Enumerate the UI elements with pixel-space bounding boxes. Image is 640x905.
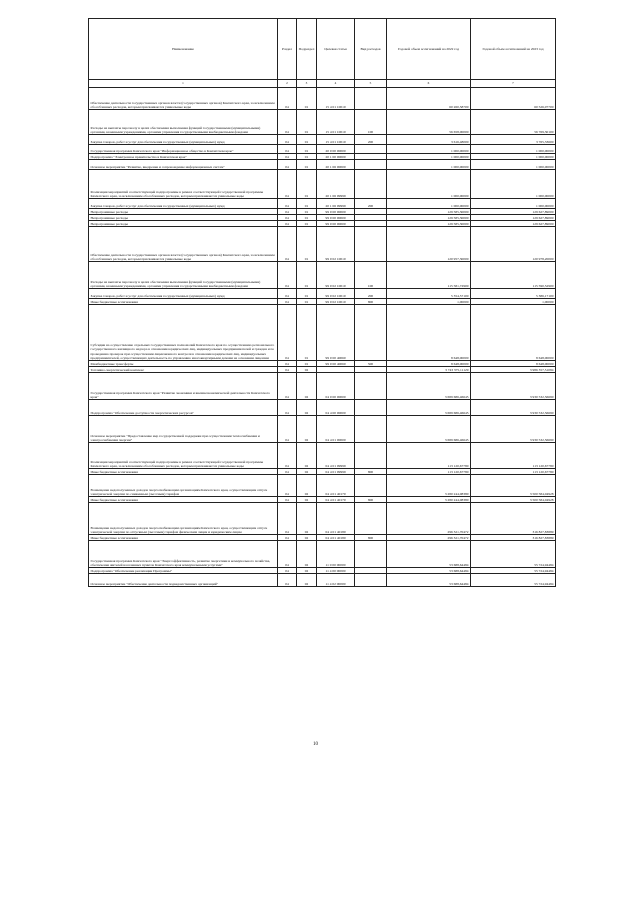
row-allocation-2022: 53 688,64484 — [387, 541, 471, 568]
row-name: Подпрограмма "Обеспечение доступности энергетических ресурсов" — [89, 400, 278, 416]
row-name: Государственная программа Камчатского края "Информационное общество в Камчатском крае" — [89, 145, 278, 154]
row-name: Реализация мероприятий соответствующей подпрограммы в рамках соответствующей государственной программы Камчатского края, за исключением обособленных расходов, которым присваиваются уникальные коды — [89, 443, 278, 469]
row-podrazdel: 02 — [297, 568, 317, 574]
row-allocation-2022: 129 585,30000 — [387, 209, 471, 215]
row-expense-type — [355, 227, 387, 262]
table-header-row — [89, 19, 556, 80]
row-expense-type: 800 — [355, 497, 387, 503]
row-target-article: 04 4 01 40170 — [317, 497, 355, 503]
row-target-article: 99 0 00 00000 — [317, 209, 355, 215]
row-allocation-2023: 1 000,00000 — [471, 145, 556, 154]
row-podrazdel: 02 — [297, 541, 317, 568]
row-name: Межбюджетные трансферты — [89, 361, 278, 367]
row-razdel: 04 — [278, 199, 297, 209]
row-razdel: 04 — [278, 503, 297, 535]
row-allocation-2023: 3 930 532,56690 — [471, 416, 556, 443]
table-row — [89, 574, 556, 587]
row-podrazdel: 01 — [297, 289, 317, 299]
row-expense-type — [355, 373, 387, 400]
row-razdel: 04 — [278, 373, 297, 400]
row-podrazdel: 02 — [297, 469, 317, 475]
column-number: 3 — [297, 80, 317, 88]
row-allocation-2023: 8 648,00000 — [471, 305, 556, 361]
row-allocation-2022: 3 743 375,11129 — [387, 367, 471, 373]
row-allocation-2022: 1 000,00000 — [387, 170, 471, 199]
row-target-article: 20 1 00 00000 — [317, 154, 355, 160]
row-allocation-2022: 3 689 686,46645 — [387, 400, 471, 416]
header-allocation-2022: Годовой объем ассигнований на 2022 год — [387, 19, 471, 80]
row-razdel: 04 — [278, 443, 297, 469]
row-allocation-2023: 129 627,89000 — [471, 209, 556, 215]
row-razdel: 04 — [278, 535, 297, 541]
row-name: Непрограммные расходы — [89, 221, 278, 227]
row-razdel: 04 — [278, 88, 297, 110]
row-podrazdel: 02 — [297, 497, 317, 503]
row-razdel: 04 — [278, 145, 297, 154]
row-allocation-2022: 53 688,64484 — [387, 574, 471, 587]
row-name: Топливно-энергетический комплекс — [89, 367, 278, 373]
row-expense-type — [355, 503, 387, 535]
row-razdel: 04 — [278, 574, 297, 587]
row-name: Подпрограмма "Электронное правительство в Камчатском крае" — [89, 154, 278, 160]
row-razdel: 04 — [278, 305, 297, 361]
row-expense-type: 800 — [355, 299, 387, 305]
row-podrazdel: 01 — [297, 262, 317, 289]
row-target-article: 15 4 01 10010 — [317, 88, 355, 110]
row-razdel: 04 — [278, 475, 297, 497]
row-target-article: 15 4 01 10010 — [317, 135, 355, 145]
table-row — [89, 443, 556, 469]
row-razdel: 04 — [278, 361, 297, 367]
header-name: Наименование — [89, 19, 278, 80]
row-razdel: 04 — [278, 160, 297, 170]
row-target-article: 99 0 00 40060 — [317, 361, 355, 367]
row-podrazdel: 02 — [297, 535, 317, 541]
row-allocation-2023: 5 386,17100 — [471, 289, 556, 299]
page-number: 10 — [313, 742, 318, 747]
row-allocation-2022: 115 581,72900 — [387, 262, 471, 289]
row-allocation-2023: 55 724,94484 — [471, 541, 556, 568]
row-razdel: 04 — [278, 469, 297, 475]
row-target-article: 04 4 01 09999 — [317, 443, 355, 469]
row-podrazdel: 01 — [297, 305, 317, 361]
row-podrazdel: 02 — [297, 443, 317, 469]
row-expense-type: 100 — [355, 110, 387, 135]
table-row — [89, 262, 556, 289]
table-row — [89, 541, 556, 568]
row-podrazdel: 02 — [297, 416, 317, 443]
row-name: Государственная программа Камчатского края "Энергоэффективность, развитие энергетики и коммунального хозяйства, обеспечение жителей населенных пунктов Камчатского края коммунальными услугами" — [89, 541, 278, 568]
row-allocation-2022: 8 648,00000 — [387, 361, 471, 367]
row-podrazdel: 01 — [297, 145, 317, 154]
table-row — [89, 289, 556, 299]
row-podrazdel: 01 — [297, 299, 317, 305]
row-allocation-2022: 120 957,30000 — [387, 227, 471, 262]
row-razdel: 04 — [278, 262, 297, 289]
row-allocation-2022: 113 120,67780 — [387, 443, 471, 469]
row-name: Расходы на выплаты персоналу в целях обеспечения выполнения функций государственными (муниципальными) органами, казенными учреждениями, органами управления государственными внебюджетными фондами — [89, 262, 278, 289]
row-name: Иные бюджетные ассигнования — [89, 469, 278, 475]
row-expense-type — [355, 400, 387, 416]
row-allocation-2022: 8 648,00000 — [387, 305, 471, 361]
row-name: Подпрограмма "Обеспечение реализации Программы" — [89, 568, 278, 574]
row-name: Возмещение недополученных доходов энергоснабжающим организациям Камчатского края, осуществляющим отпуск электрической энергии по сниженным (льготным) тарифам — [89, 475, 278, 497]
row-allocation-2022: 1 000,00000 — [387, 154, 471, 160]
row-allocation-2023: 316 827,83889 — [471, 535, 556, 541]
row-name: Непрограммные расходы — [89, 209, 278, 215]
row-name: Иные бюджетные ассигнования — [89, 497, 278, 503]
row-podrazdel: 01 — [297, 221, 317, 227]
row-allocation-2023: 3 986 357,51084 — [471, 367, 556, 373]
row-target-article: 99 0 00 40060 — [317, 305, 355, 361]
row-razdel: 04 — [278, 541, 297, 568]
row-name: Субсидии на осуществление отдельных государственных полномочий Камчатского края по осуществлению регионального государственного жилищного надзора в отношении юридических лиц, индивидуальных предпринимателей и граждан и по проведению проверок при осуществлении лицензионного контроля в отношении юридических лиц, индивидуальных предпринимателей, осуществляющих деятельность по управлению многоквартирными домами на основании лицензии — [89, 305, 278, 361]
row-allocation-2023: 3 500 584,04928 — [471, 475, 556, 497]
row-razdel: 04 — [278, 497, 297, 503]
header-razdel: Раздел — [278, 19, 297, 80]
table-row — [89, 227, 556, 262]
row-target-article: 11 4 02 00000 — [317, 574, 355, 587]
row-target-article: 11 4 00 00000 — [317, 568, 355, 574]
row-podrazdel: 01 — [297, 88, 317, 110]
row-expense-type: 100 — [355, 262, 387, 289]
table-row — [89, 416, 556, 443]
row-allocation-2022: 3 689 686,46645 — [387, 373, 471, 400]
column-number: 7 — [471, 80, 556, 88]
column-number: 1 — [89, 80, 278, 88]
row-target-article: 04 4 01 40180 — [317, 503, 355, 535]
row-allocation-2023: 113 120,67780 — [471, 443, 556, 469]
row-podrazdel: 01 — [297, 160, 317, 170]
row-expense-type: 800 — [355, 469, 387, 475]
row-podrazdel: 01 — [297, 227, 317, 262]
column-number-row — [89, 80, 556, 88]
row-expense-type: 500 — [355, 361, 387, 367]
row-podrazdel: 01 — [297, 215, 317, 221]
row-podrazdel: 02 — [297, 400, 317, 416]
row-razdel: 04 — [278, 221, 297, 227]
row-name: Расходы на выплаты персоналу в целях обеспечения выполнения функций государственными (муниципальными) органами, казенными учреждениями, органами управления государственными внебюджетными фондами — [89, 110, 278, 135]
row-expense-type — [355, 443, 387, 469]
row-allocation-2023: 55 724,94484 — [471, 574, 556, 587]
row-allocation-2023: 1 000,00000 — [471, 199, 556, 209]
row-target-article: 99 0 00 00000 — [317, 221, 355, 227]
row-razdel: 04 — [278, 170, 297, 199]
row-target-article: 04 4 01 40170 — [317, 475, 355, 497]
row-expense-type — [355, 145, 387, 154]
row-allocation-2023: 56 769,30100 — [471, 110, 556, 135]
row-podrazdel: 01 — [297, 209, 317, 215]
row-target-article: 99 0 02 10010 — [317, 227, 355, 262]
row-allocation-2023: 8 648,00000 — [471, 361, 556, 367]
table-row — [89, 170, 556, 199]
header-expense-type: Вид расходов — [355, 19, 387, 80]
row-target-article: 20 0 00 00000 — [317, 145, 355, 154]
row-allocation-2022: 1 000,00000 — [387, 145, 471, 154]
row-allocation-2022: 3 280 244,08380 — [387, 497, 471, 503]
row-podrazdel: 01 — [297, 170, 317, 199]
row-razdel: 04 — [278, 215, 297, 221]
row-expense-type — [355, 416, 387, 443]
row-name: Иные бюджетные ассигнования — [89, 299, 278, 305]
row-name: Обеспечение деятельности государственных органов власти (государственных органов) Камчатского края, за исключением обособленных расходов, которым присваиваются уникальные коды — [89, 88, 278, 110]
table-row — [89, 373, 556, 400]
row-allocation-2023: 55 724,94484 — [471, 568, 556, 574]
column-number: 6 — [387, 80, 471, 88]
row-target-article: 15 4 01 10010 — [317, 110, 355, 135]
column-number: 4 — [317, 80, 355, 88]
table-row — [89, 145, 556, 154]
row-allocation-2022: 3 689 686,46645 — [387, 416, 471, 443]
row-podrazdel: 01 — [297, 199, 317, 209]
row-expense-type — [355, 170, 387, 199]
row-allocation-2022: 113 120,67780 — [387, 469, 471, 475]
row-podrazdel: 02 — [297, 367, 317, 373]
header-allocation-2023: Годовой объем ассигнований на 2023 год — [471, 19, 556, 80]
row-expense-type — [355, 160, 387, 170]
row-podrazdel: 02 — [297, 503, 317, 535]
row-allocation-2022: 56 658,00000 — [387, 110, 471, 135]
row-podrazdel: 01 — [297, 135, 317, 145]
row-name: Возмещение недополученных доходов энергоснабжающим организациям Камчатского края, осуществляющим отпуск электрической энергии по отпускным (льготным) тарифам физическим лицам и юридическим лицам — [89, 503, 278, 535]
row-razdel: 04 — [278, 367, 297, 373]
row-expense-type: 800 — [355, 535, 387, 541]
row-podrazdel: 02 — [297, 475, 317, 497]
row-expense-type: 200 — [355, 135, 387, 145]
column-number: 5 — [355, 80, 387, 88]
row-expense-type — [355, 88, 387, 110]
row-expense-type — [355, 541, 387, 568]
row-target-article: 04 4 01 09999 — [317, 469, 355, 475]
row-target-article: 99 0 02 10010 — [317, 289, 355, 299]
row-razdel: 04 — [278, 154, 297, 160]
row-target-article: 99 0 00 00000 — [317, 215, 355, 221]
row-razdel: 04 — [278, 299, 297, 305]
row-allocation-2023: 1 000,00000 — [471, 160, 556, 170]
row-expense-type — [355, 475, 387, 497]
row-allocation-2023: 1 000,00000 — [471, 154, 556, 160]
header-target-article: Целевая статья — [317, 19, 355, 80]
row-razdel: 04 — [278, 209, 297, 215]
budget-allocation-table — [88, 18, 556, 587]
header-podrazdel: Подраздел — [297, 19, 317, 80]
row-podrazdel: 01 — [297, 110, 317, 135]
row-allocation-2023: 129 627,89000 — [471, 215, 556, 221]
row-razdel: 04 — [278, 416, 297, 443]
row-allocation-2022: 5 354,57100 — [387, 289, 471, 299]
row-target-article: 20 1 06 00000 — [317, 160, 355, 170]
row-allocation-2022: 60 260,58700 — [387, 88, 471, 110]
row-name: Основное мероприятие "Развитие, внедрение и сопровождение информационных систем" — [89, 160, 278, 170]
row-allocation-2022: 129 585,30000 — [387, 221, 471, 227]
row-name: Закупка товаров, работ и услуг для обеспечения государственных (муниципальных) нужд — [89, 289, 278, 299]
table-row — [89, 135, 556, 145]
row-allocation-2022: 129 585,30000 — [387, 215, 471, 221]
row-allocation-2022: 53 688,64484 — [387, 568, 471, 574]
row-expense-type — [355, 305, 387, 361]
row-name: Основное мероприятие "Предоставление мер государственной поддержки при осуществлении теплоснабжения и электроснабжения энергии" — [89, 416, 278, 443]
row-expense-type — [355, 574, 387, 587]
row-name: Непрограммные расходы — [89, 215, 278, 221]
row-target-article: 04 4 00 00000 — [317, 400, 355, 416]
row-allocation-2022: 1 000,00000 — [387, 160, 471, 170]
row-target-article: 04 0 00 00000 — [317, 373, 355, 400]
row-allocation-2022: 1 000,00000 — [387, 199, 471, 209]
row-allocation-2022: 296 321,70472 — [387, 503, 471, 535]
row-allocation-2023: 60 526,07700 — [471, 88, 556, 110]
table-row — [89, 305, 556, 361]
row-target-article: 99 0 02 10010 — [317, 299, 355, 305]
row-allocation-2023: 115 590,52900 — [471, 262, 556, 289]
row-expense-type: 200 — [355, 199, 387, 209]
row-allocation-2023: 3 930 532,56690 — [471, 400, 556, 416]
row-podrazdel: 02 — [297, 574, 317, 587]
row-podrazdel: 01 — [297, 361, 317, 367]
row-name: Государственная программа Камчатского края "Развитие экономики и внешнеэкономической деятельности Камчатского края" — [89, 373, 278, 400]
row-razdel: 04 — [278, 289, 297, 299]
row-razdel: 04 — [278, 110, 297, 135]
row-target-article: 04 4 01 40180 — [317, 535, 355, 541]
row-name: Закупка товаров, работ и услуг для обеспечения государственных (муниципальных) нужд — [89, 199, 278, 209]
table-row — [89, 160, 556, 170]
row-podrazdel: 01 — [297, 154, 317, 160]
table-row — [89, 475, 556, 497]
row-name: Реализация мероприятий соответствующей подпрограммы в рамках соответствующей государственной программы Камчатского края, за исключением обособленных расходов, которым присваиваются уникальные коды — [89, 170, 278, 199]
row-allocation-2023: 3 930 532,56690 — [471, 373, 556, 400]
row-name: Иные бюджетные ассигнования — [89, 535, 278, 541]
row-allocation-2023: 129 627,89000 — [471, 221, 556, 227]
row-target-article: 20 1 06 09999 — [317, 170, 355, 199]
row-name: Обеспечение деятельности государственных органов власти (государственных органов) Камчатского края, за исключением обособленных расходов, которым присваиваются уникальные коды — [89, 227, 278, 262]
row-target-article: 11 0 00 00000 — [317, 541, 355, 568]
table-row — [89, 400, 556, 416]
row-razdel: 04 — [278, 568, 297, 574]
row-target-article: 20 1 06 09999 — [317, 199, 355, 209]
table-row — [89, 88, 556, 110]
row-allocation-2022: 3 616,48000 — [387, 135, 471, 145]
row-allocation-2023: 316 827,83889 — [471, 503, 556, 535]
row-razdel: 04 — [278, 227, 297, 262]
row-allocation-2022: 1,00000 — [387, 299, 471, 305]
row-allocation-2023: 3 765,33600 — [471, 135, 556, 145]
row-razdel: 04 — [278, 400, 297, 416]
row-allocation-2023: 3 500 584,04928 — [471, 497, 556, 503]
row-name: Основное мероприятие "Обеспечение деятельности подведомственных организаций" — [89, 574, 278, 587]
row-target-article: 04 4 01 00000 — [317, 416, 355, 443]
row-expense-type: 200 — [355, 289, 387, 299]
row-razdel: 04 — [278, 135, 297, 145]
table-row — [89, 110, 556, 135]
row-allocation-2022: 296 321,70472 — [387, 535, 471, 541]
row-allocation-2023: 113 120,67780 — [471, 469, 556, 475]
table-row — [89, 199, 556, 209]
row-target-article: 99 0 02 10010 — [317, 262, 355, 289]
table-row — [89, 503, 556, 535]
row-name: Закупка товаров, работ и услуг для обеспечения государственных (муниципальных) нужд — [89, 135, 278, 145]
row-allocation-2023: 120 978,20000 — [471, 227, 556, 262]
column-number: 2 — [278, 80, 297, 88]
row-allocation-2022: 3 280 244,08380 — [387, 475, 471, 497]
row-podrazdel: 02 — [297, 373, 317, 400]
row-allocation-2023: 1 000,00000 — [471, 170, 556, 199]
row-allocation-2023: 1,00000 — [471, 299, 556, 305]
